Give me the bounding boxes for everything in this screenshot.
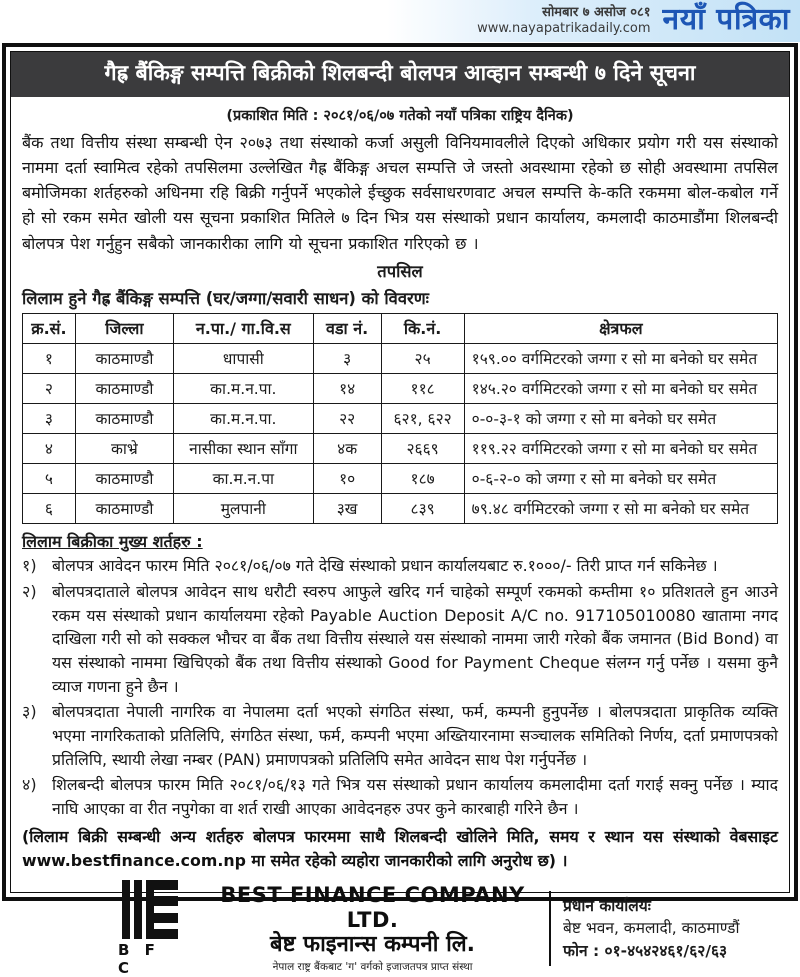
nayapatrika-logo: नयाँ पत्रिका (662, 1, 790, 37)
table-cell: ३ख (313, 493, 381, 523)
masthead-website: www.nayapatrikadaily.com (477, 21, 651, 36)
office-heading: प्रधान कार्यालयः (563, 897, 651, 916)
table-cell: २ (23, 373, 76, 403)
masthead-date: सोमबार ७ असोज ०८१ (542, 4, 651, 20)
table-cell: का.म.न.पा. (173, 403, 313, 433)
term-item (22, 700, 778, 771)
table-cell: काठमाण्डौ (75, 493, 173, 523)
table-cell: २६६९ (381, 433, 464, 463)
table-cell: ४ (23, 433, 76, 463)
auction-table-body (23, 343, 778, 523)
table-cell: ७९.४८ वर्गमिटरको जग्गा र सो मा बनेको घर समेत (464, 493, 777, 523)
table-row (23, 343, 778, 373)
term-number: ३) (22, 702, 37, 722)
tapasil-heading: तपसिल (377, 261, 423, 281)
table-cell: ४क (313, 433, 381, 463)
table-cell: १० (313, 463, 381, 493)
table-cell: मुलपानी (173, 493, 313, 523)
table-cell: ११८ (381, 373, 464, 403)
col-header-serial: क्र.सं. (23, 313, 76, 343)
table-cell: ०-०-३-१ को जग्गा र सो मा बनेको घर समेत (464, 403, 777, 433)
table-cell: ०-६-२-० को जग्गा र सो मा बनेको घर समेत (464, 463, 777, 493)
company-footer (22, 880, 778, 977)
table-cell: ३ (23, 403, 76, 433)
table-cell: ६२१, ६२२ (381, 403, 464, 433)
table-header-row (23, 313, 778, 343)
term-item (22, 773, 778, 820)
terms-list (22, 554, 778, 821)
table-cell: १ (23, 343, 76, 373)
published-date-line: (प्रकाशित मिति : २०८१/०६/०७ गतेको नयाँ पत्रिका राष्ट्रिय दैनिक) (226, 107, 574, 124)
footer-note: (लिलाम बिक्री सम्बन्धी अन्य शर्तहरु बोलपत्र फारममा साथै शिलबन्दी खोलिने मिति, समय र स्थान यस संस्थाको वेबसाइट www.bestfinance.com.np मा समेत रहेको व्यहोरा जानकारीको लागि अनुरोध छ) । (22, 826, 778, 870)
notice-frame (2, 43, 798, 977)
table-row (23, 433, 778, 463)
table-row (23, 493, 778, 523)
term-text: शिलबन्दी बोलपत्र फारम मिति २०८१/०६/१३ गते भित्र यस संस्थाको प्रधान कार्यालय कमलादीमा दर्ता गराई सक्नु पर्नेछ । म्याद नाघि आएका वा रीत नपुगेका वा शर्त राखी आएका आवेदनहरु उपर कुने कारबाही गरिने छैन । (52, 775, 778, 819)
table-cell: २२ (313, 403, 381, 433)
head-office-block (549, 891, 774, 966)
term-number: ४) (22, 775, 37, 795)
notice-title: गैह्र बैंकिङ्ग सम्पत्ति बिक्रीको शिलबन्दी बोलपत्र आव्हान सम्बन्धी ७ दिने सूचना (104, 61, 696, 86)
masthead-meta (477, 5, 650, 38)
company-brand (118, 880, 549, 977)
table-cell: काठमाण्डौ (75, 463, 173, 493)
bfc-logo-letters: B F C (118, 941, 160, 977)
notice-title-bar (11, 52, 789, 97)
table-cell: काठमाण्डौ (75, 373, 173, 403)
term-number: २) (22, 581, 37, 601)
office-phone: फोन : ०१-४५४२४६१/६२/६३ (563, 941, 728, 960)
term-item (22, 580, 778, 698)
table-cell: १४५.२० वर्गमिटरको जग्गा र सो मा बनेको घर समेत (464, 373, 777, 403)
col-header-area: क्षेत्रफल (464, 313, 777, 343)
table-cell: धापासी (173, 343, 313, 373)
office-address: बेष्ट भवन, कमलादी, काठमाण्डौं (563, 919, 740, 938)
table-cell: ५ (23, 463, 76, 493)
masthead (0, 0, 800, 42)
table-row (23, 373, 778, 403)
table-cell: १५९.०० वर्गमिटरको जग्गा र सो मा बनेको घर समेत (464, 343, 777, 373)
table-cell: काठमाण्डौ (75, 403, 173, 433)
term-number: १) (22, 555, 37, 575)
table-cell: काभ्रे (75, 433, 173, 463)
table-cell: ६ (23, 493, 76, 523)
table-cell: काठमाण्डौ (75, 343, 173, 373)
table-row (23, 403, 778, 433)
table-cell: का.म.न.पा (173, 463, 313, 493)
col-header-ward: वडा नं. (313, 313, 381, 343)
masthead-band (387, 0, 800, 42)
company-name-en: BEST FINANCE COMPANY LTD. (220, 883, 525, 932)
table-caption: लिलाम हुने गैह्र बैंकिङ्ग सम्पत्ति (घर/जग्गा/सवारी साधन) को विवरणः (22, 288, 430, 308)
table-cell: २५ (381, 343, 464, 373)
bfc-logo-icon (118, 880, 184, 977)
table-cell: नासीका स्थान साँगा (173, 433, 313, 463)
company-names (196, 883, 549, 974)
term-text: बोलपत्रदाताले बोलपत्र आवेदन साथ धरौटी स्वरुप आफुले खरिद गर्न चाहेको सम्पूर्ण रकमको कम्तीमा १० प्रतिशतले हुन आउने रकम यस संस्थाको प्रधान कार्यालयमा रहेको Payable Auction Deposit A/C no. 917105010080 खातामा नगद दाखिला गरी सो को सक्कल भौचर वा बैंक तथा वित्तीय संस्थाले यस संस्थाको नाममा जारी गरेको बैंक जमानत (Bid Bond) वा यस संस्थाको नाममा खिचिएको बैंक तथा वित्तीय संस्थाको Good for Payment Cheque संलग्न गर्नु पर्नेछ । यसमा कुनै व्याज गणना हुने छैन । (52, 581, 778, 696)
table-cell: ११९.२२ वर्गमिटरको जग्गा र सो मा बनेको घर समेत (464, 433, 777, 463)
table-cell: का.म.न.पा. (173, 373, 313, 403)
auction-property-table (22, 313, 778, 524)
col-header-plot: कि.नं. (381, 313, 464, 343)
table-cell: ३ (313, 343, 381, 373)
terms-heading: लिलाम बिक्रीका मुख्य शर्तहरु : (22, 531, 203, 551)
company-name-np: बेष्ट फाइनान्स कम्पनी लि. (270, 931, 476, 957)
notice-content (11, 97, 789, 977)
license-line: नेपाल राष्ट्र बैंकबाट 'ग' वर्गको इजाजतपत्र प्राप्त संस्था (272, 961, 473, 974)
term-item (22, 554, 778, 578)
col-header-municipality: न.पा./ गा.वि.स (173, 313, 313, 343)
notice-inner-frame (10, 51, 790, 977)
table-cell: ८३९ (381, 493, 464, 523)
term-text: बोलपत्रदाता नेपाली नागरिक वा नेपालमा दर्ता भएको संगठित संस्था, फर्म, कम्पनी हुनुपर्नेछ । बोलपत्रदाता प्राकृतिक व्यक्ति भएमा नागरिकताको प्रतिलिपि, संगठित संस्था, फर्म, कम्पनी भएमा अख्तियारनामा सञ्चालक समितिको निर्णय, दर्ता प्रमाणपत्रको प्रतिलिपि, स्थायी लेखा नम्बर (PAN) प्रमाणपत्रको प्रतिलिपि समेत आवेदन साथ पेश गर्नुपर्नेछ । (52, 702, 778, 769)
table-cell: १८७ (381, 463, 464, 493)
intro-paragraph: बैंक तथा वित्तीय संस्था सम्बन्धी ऐन २०७३ तथा संस्थाको कर्जा असुली विनियमावलीले दिएको अधिकार प्रयोग गरी यस संस्थाको नाममा दर्ता स्वामित्व रहेको तपसिलमा उल्लेखित गैह्र बैंकिङ्ग अचल सम्पत्ति जे जस्तो अवस्थामा रहेको छ सोही अवस्थामा तपसिल बमोजिमका शर्तहरुको अधिनमा रहि बिक्री गर्नुपर्ने भएकोले ईच्छुक सर्वसाधरणवाट अचल सम्पत्ति के-कति रकममा बोल-कबोल गर्ने हो सो रकम समेत खोली यस सूचना प्रकाशित मितिले ७ दिन भित्र यस संस्थाको प्रधान कार्यालय, कमलादी काठमाडौंमा शिलबन्दी बोलपत्र पेश गर्नुहुन सबैको जानकारीका लागि यो सूचना प्रकाशित गरिएको छ । (22, 132, 779, 253)
col-header-district: जिल्ला (75, 313, 173, 343)
table-cell: १४ (313, 373, 381, 403)
table-row (23, 463, 778, 493)
term-text: बोलपत्र आवेदन फारम मिति २०८१/०६/०७ गते देखि संस्थाको प्रधान कार्यालयबाट रु.१०००/- तिरी प्राप्त गर्न सकिनेछ । (52, 555, 718, 575)
